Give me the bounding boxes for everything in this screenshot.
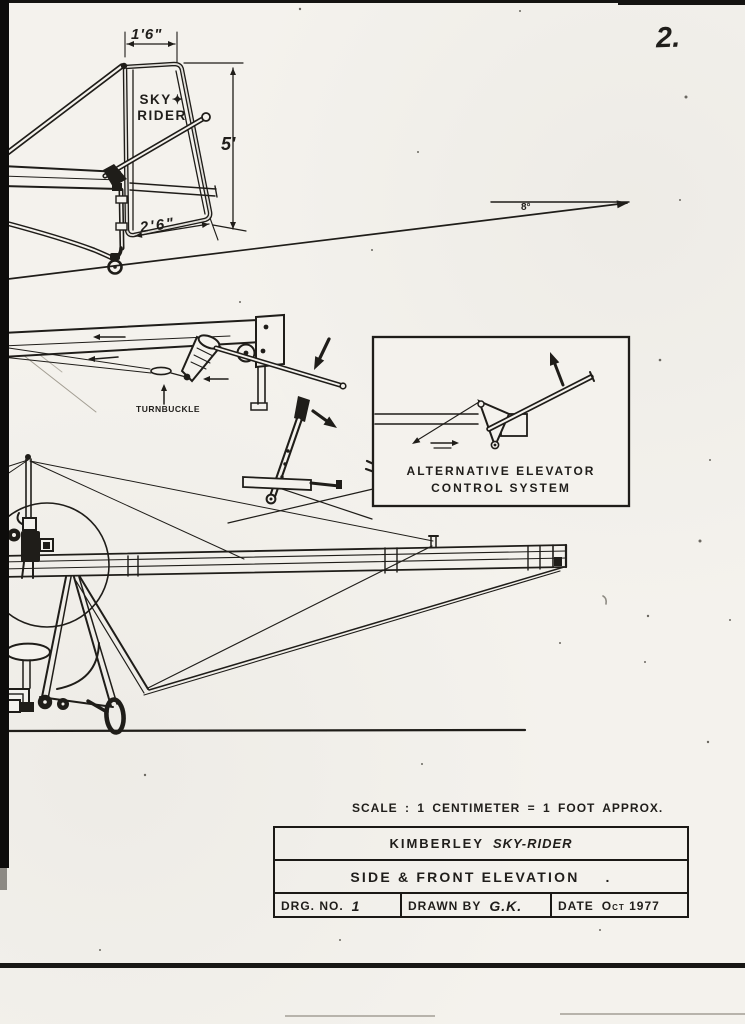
boom-angle-label: 8° [521, 202, 531, 213]
fin-logo-line2: RIDER [137, 108, 187, 123]
alternative-caption-line2: CONTROL SYSTEM [431, 481, 571, 495]
date-value: Oct 1977 [601, 898, 660, 913]
bottom-faint-rule-2 [560, 1013, 745, 1015]
scale-note: SCALE : 1 CENTIMETER = 1 FOOT APPROX. [352, 801, 664, 815]
elevator-control-detail [2, 315, 346, 412]
drg-number-cell [275, 894, 400, 917]
title-block [273, 826, 689, 918]
drawn-by-label: DRAWN BY [408, 898, 482, 913]
date-cell [550, 894, 686, 917]
drg-label: DRG. NO. [281, 898, 344, 913]
title-block-row-title [275, 828, 687, 861]
drawn-by-value: G.K. [489, 897, 523, 914]
sheet-title-period: . [605, 868, 612, 885]
dimension-label-bottom-width: 2'6" [138, 214, 177, 237]
page-number: 2. [655, 21, 681, 55]
drawn-by-cell [400, 894, 550, 917]
title-block-row-meta [275, 894, 687, 917]
date-label: DATE [558, 898, 594, 913]
sheet-title: SIDE & FRONT ELEVATION [350, 868, 580, 885]
drg-number: 1 [351, 897, 361, 914]
model-name: SKY-RIDER [493, 836, 573, 851]
fin-logo-line1: SKY✦ [139, 92, 185, 107]
turnbuckle-label: TURNBUCKLE [136, 404, 201, 414]
maker-name: KIMBERLEY [389, 836, 484, 851]
bottom-faint-rule-1 [285, 1015, 435, 1017]
tail-fin-drawing [0, 63, 629, 280]
title-block-row-subtitle [275, 861, 687, 894]
dimension-label-top-width: 1'6" [131, 26, 163, 43]
bottom-rule [0, 963, 745, 968]
fin-logo [134, 92, 190, 124]
alternative-caption-line1: ALTERNATIVE ELEVATOR [406, 464, 596, 478]
dimension-label-height: 5' [221, 134, 236, 154]
scan-edge-left-fade [0, 868, 7, 890]
scan-edge-top-right [618, 0, 745, 5]
scan-edge-left [0, 0, 9, 868]
